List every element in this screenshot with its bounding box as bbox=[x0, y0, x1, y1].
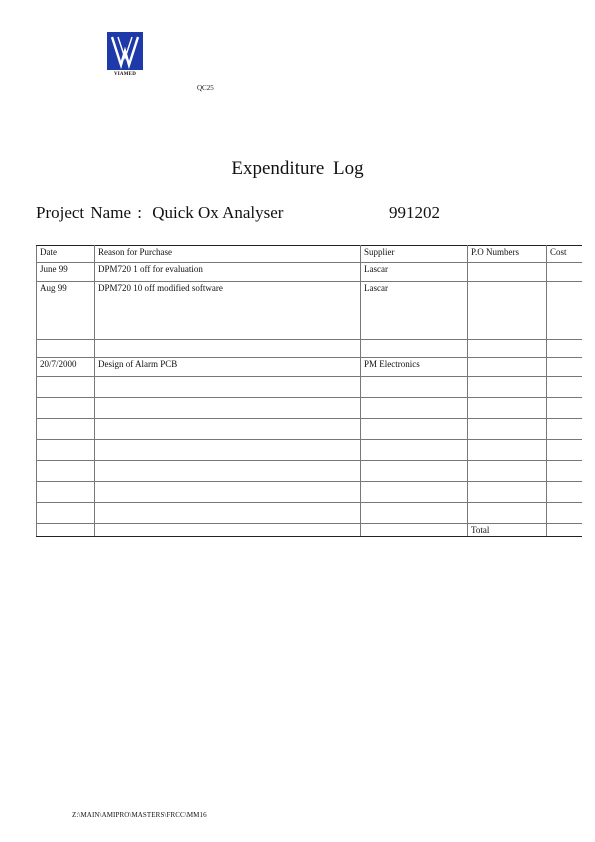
project-label: Project Name : bbox=[36, 203, 142, 222]
cell-supplier bbox=[361, 503, 468, 524]
table-row bbox=[37, 377, 582, 398]
table-row bbox=[37, 419, 582, 440]
cell-cost bbox=[547, 419, 582, 440]
cell-date bbox=[37, 419, 95, 440]
cell-reason bbox=[95, 440, 361, 461]
cell-reason: Design of Alarm PCB bbox=[95, 358, 361, 377]
logo-mark-icon bbox=[107, 32, 143, 70]
column-header-reason: Reason for Purchase bbox=[95, 246, 361, 263]
cell-cost bbox=[547, 440, 582, 461]
cell-reason bbox=[95, 340, 361, 358]
cell-po bbox=[468, 440, 547, 461]
cell-po bbox=[468, 358, 547, 377]
cell-supplier bbox=[361, 461, 468, 482]
cell-cost bbox=[547, 503, 582, 524]
cell-date bbox=[37, 377, 95, 398]
expenditure-table bbox=[36, 245, 582, 537]
cell-cost bbox=[547, 398, 582, 419]
cell-reason bbox=[95, 503, 361, 524]
cell-date bbox=[37, 398, 95, 419]
cell-reason bbox=[95, 461, 361, 482]
column-header-cost: Cost bbox=[547, 246, 582, 263]
table-body bbox=[37, 263, 582, 537]
cell-po bbox=[468, 461, 547, 482]
cell-supplier: Lascar bbox=[361, 282, 468, 340]
table-row bbox=[37, 358, 582, 377]
cell-cost bbox=[547, 461, 582, 482]
cell-po bbox=[468, 340, 547, 358]
company-logo bbox=[107, 32, 143, 70]
table-row bbox=[37, 340, 582, 358]
cell-date bbox=[37, 503, 95, 524]
cell-cost bbox=[547, 340, 582, 358]
project-number: 991202 bbox=[389, 203, 440, 222]
form-code: QC25 bbox=[197, 84, 214, 92]
total-row bbox=[37, 524, 582, 537]
total-label: Total bbox=[468, 524, 547, 537]
cell-reason bbox=[95, 398, 361, 419]
cell-reason bbox=[95, 377, 361, 398]
logo-wordmark: VIAMED bbox=[113, 72, 137, 77]
cell-supplier bbox=[361, 440, 468, 461]
cell-reason bbox=[95, 482, 361, 503]
document-title: Expenditure Log bbox=[231, 158, 364, 179]
table-header-row bbox=[37, 246, 582, 263]
total-row-blank-cell bbox=[37, 524, 95, 537]
cell-cost bbox=[547, 282, 582, 340]
total-row-blank-cell bbox=[95, 524, 361, 537]
cell-po bbox=[468, 482, 547, 503]
column-header-po-numbers: P.O Numbers bbox=[468, 246, 547, 263]
cell-cost bbox=[547, 263, 582, 282]
cell-date bbox=[37, 461, 95, 482]
cell-cost bbox=[547, 358, 582, 377]
column-header-date: Date bbox=[37, 246, 95, 263]
cell-date: 20/7/2000 bbox=[37, 358, 95, 377]
cell-po bbox=[468, 419, 547, 440]
table-row bbox=[37, 503, 582, 524]
cell-po bbox=[468, 377, 547, 398]
footer-file-path: Z:\MAIN\AMIPRO\MASTERS\FRCC\MM16 bbox=[72, 811, 207, 819]
cell-supplier: PM Electronics bbox=[361, 358, 468, 377]
cell-po bbox=[468, 263, 547, 282]
total-row-blank-cell bbox=[361, 524, 468, 537]
cell-supplier bbox=[361, 419, 468, 440]
project-name: Quick Ox Analyser bbox=[152, 203, 284, 222]
cell-supplier bbox=[361, 340, 468, 358]
cell-reason bbox=[95, 419, 361, 440]
cell-date bbox=[37, 482, 95, 503]
table-row bbox=[37, 398, 582, 419]
cell-supplier bbox=[361, 482, 468, 503]
table-row bbox=[37, 440, 582, 461]
cell-supplier bbox=[361, 377, 468, 398]
cell-date bbox=[37, 440, 95, 461]
cell-date: June 99 bbox=[37, 263, 95, 282]
cell-cost bbox=[547, 482, 582, 503]
table-row bbox=[37, 282, 582, 340]
cell-po bbox=[468, 398, 547, 419]
cell-date bbox=[37, 340, 95, 358]
column-header-supplier: Supplier bbox=[361, 246, 468, 263]
cell-date: Aug 99 bbox=[37, 282, 95, 340]
project-line bbox=[36, 203, 283, 223]
table-row bbox=[37, 263, 582, 282]
cell-po bbox=[468, 503, 547, 524]
cell-supplier bbox=[361, 398, 468, 419]
cell-supplier: Lascar bbox=[361, 263, 468, 282]
total-cost-cell bbox=[547, 524, 582, 537]
cell-cost bbox=[547, 377, 582, 398]
cell-reason: DPM720 10 off modified software bbox=[95, 282, 361, 340]
table-row bbox=[37, 461, 582, 482]
cell-reason: DPM720 1 off for evaluation bbox=[95, 263, 361, 282]
table-row bbox=[37, 482, 582, 503]
cell-po bbox=[468, 282, 547, 340]
